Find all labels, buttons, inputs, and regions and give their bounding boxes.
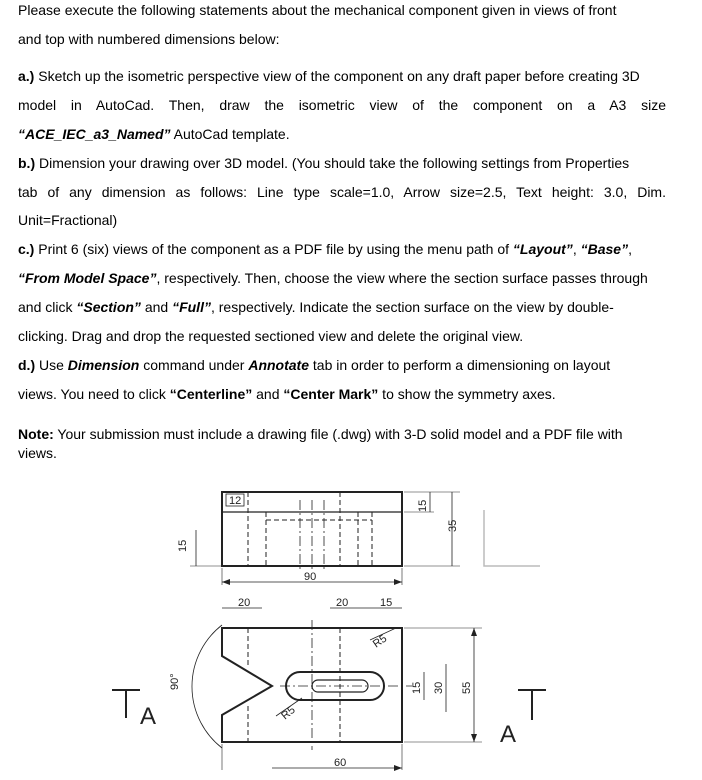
item-c-label: c.) — [18, 241, 35, 257]
item-a-text-3: AutoCad template. — [170, 126, 290, 142]
dim-20-b: 20 — [336, 597, 349, 609]
item-a-text-2: model in AutoCad. Then, draw the isometric view of the component on a A3 size — [18, 97, 666, 113]
dim-90: 90 — [304, 571, 317, 583]
item-d-text-2a: views. You need to click — [18, 386, 170, 402]
item-d-line-2 — [18, 386, 556, 402]
item-b-line-1 — [18, 155, 629, 171]
dim-55: 55 — [461, 681, 473, 694]
item-d-text-1c: tab in order to perform a dimensioning on layout — [309, 357, 611, 373]
note-line-1 — [18, 426, 623, 442]
item-d-line-1 — [18, 357, 610, 373]
dim-20-a: 20 — [238, 597, 251, 609]
full-option: “Full” — [172, 299, 211, 315]
dim-15-left: 15 — [177, 539, 189, 552]
item-b-text-2: tab of any dimension as follows: Line type scale=1.0, Arrow size=2.5, Text height: 3.0, Dim. — [18, 184, 666, 200]
dim-angle-90: 90° — [169, 673, 181, 690]
menu-base: “Base” — [580, 241, 629, 257]
item-c-text-2: , respectively. Then, choose the view where the section surface passes through — [156, 270, 648, 286]
intro-line-1 — [18, 2, 616, 18]
item-a-line-1 — [18, 68, 640, 84]
item-c-text-3b: and — [140, 299, 173, 315]
dim-r5-top: R5 — [370, 632, 390, 651]
item-d-text-2b: and — [252, 386, 284, 402]
section-arrow-left — [112, 690, 140, 718]
item-c-text-1a: Print 6 (six) views of the component as a PDF file by using the menu path of — [34, 241, 513, 257]
item-b-text-1: Dimension your drawing over 3D model. (You should take the following settings from Properties — [35, 155, 630, 171]
dim-15-right-top: 15 — [417, 499, 429, 512]
item-c-line-4 — [18, 328, 523, 344]
technical-drawing — [0, 470, 702, 780]
section-label-left: A — [140, 703, 157, 730]
item-c-line-3 — [18, 299, 614, 315]
note-line-2 — [18, 445, 57, 461]
item-c-line-2 — [18, 270, 648, 286]
item-c-comma-2: , — [628, 241, 632, 257]
dim-35: 35 — [447, 519, 459, 532]
intro-text-1: Please execute the following statements about the mechanical component given in views of front — [18, 2, 617, 18]
template-name: “ACE_IEC_a3_Named” — [18, 126, 171, 142]
item-a-text-1: Sketch up the isometric perspective view of the component on any draft paper before creating 3D — [34, 68, 640, 84]
dim-15-b: 15 — [380, 597, 393, 609]
menu-layout: “Layout” — [512, 241, 573, 257]
item-c-text-4: clicking. Drag and drop the requested sectioned view and delete the original view. — [18, 328, 524, 344]
section-label-right: A — [500, 721, 517, 748]
note-text-2: views. — [18, 445, 57, 461]
section-option: “Section” — [76, 299, 141, 315]
item-c-text-3c: , respectively. Indicate the section surface on the view by double- — [210, 299, 614, 315]
dim-15-c: 15 — [411, 681, 423, 694]
intro-text-2: and top with numbered dimensions below: — [18, 31, 280, 47]
center-mark-option: “Center Mark” — [283, 386, 379, 402]
dim-30: 30 — [433, 681, 445, 694]
item-b-line-3 — [18, 212, 117, 228]
item-b-label: b.) — [18, 155, 36, 171]
note-text-1: Your submission must include a drawing file (.dwg) with 3-D solid model and a PDF file with — [53, 426, 623, 442]
item-c-comma-1: , — [572, 241, 581, 257]
annotate-tab: Annotate — [248, 357, 309, 373]
item-c-text-3a: and click — [18, 299, 77, 315]
centerline-option: “Centerline” — [169, 386, 253, 402]
dimension-command: Dimension — [67, 357, 140, 373]
section-arrow-right — [518, 690, 546, 720]
item-a-line-3 — [18, 126, 290, 142]
dim-12: 12 — [229, 495, 242, 507]
item-b-text-3: Unit=Fractional) — [18, 212, 118, 228]
intro-line-2 — [18, 31, 280, 47]
item-c-line-1 — [18, 241, 632, 257]
note-label: Note: — [18, 426, 54, 442]
item-d-text-1a: Use — [35, 357, 68, 373]
dim-r5-bottom: R5 — [279, 704, 298, 723]
item-a-line-2 — [18, 97, 666, 113]
menu-from-model-space: “From Model Space” — [18, 270, 157, 286]
item-d-text-2c: to show the symmetry axes. — [378, 386, 556, 402]
item-d-text-1b: command under — [139, 357, 249, 373]
dim-60: 60 — [334, 757, 347, 769]
item-b-line-2 — [18, 184, 666, 200]
item-a-label: a.) — [18, 68, 35, 84]
item-d-label: d.) — [18, 357, 36, 373]
